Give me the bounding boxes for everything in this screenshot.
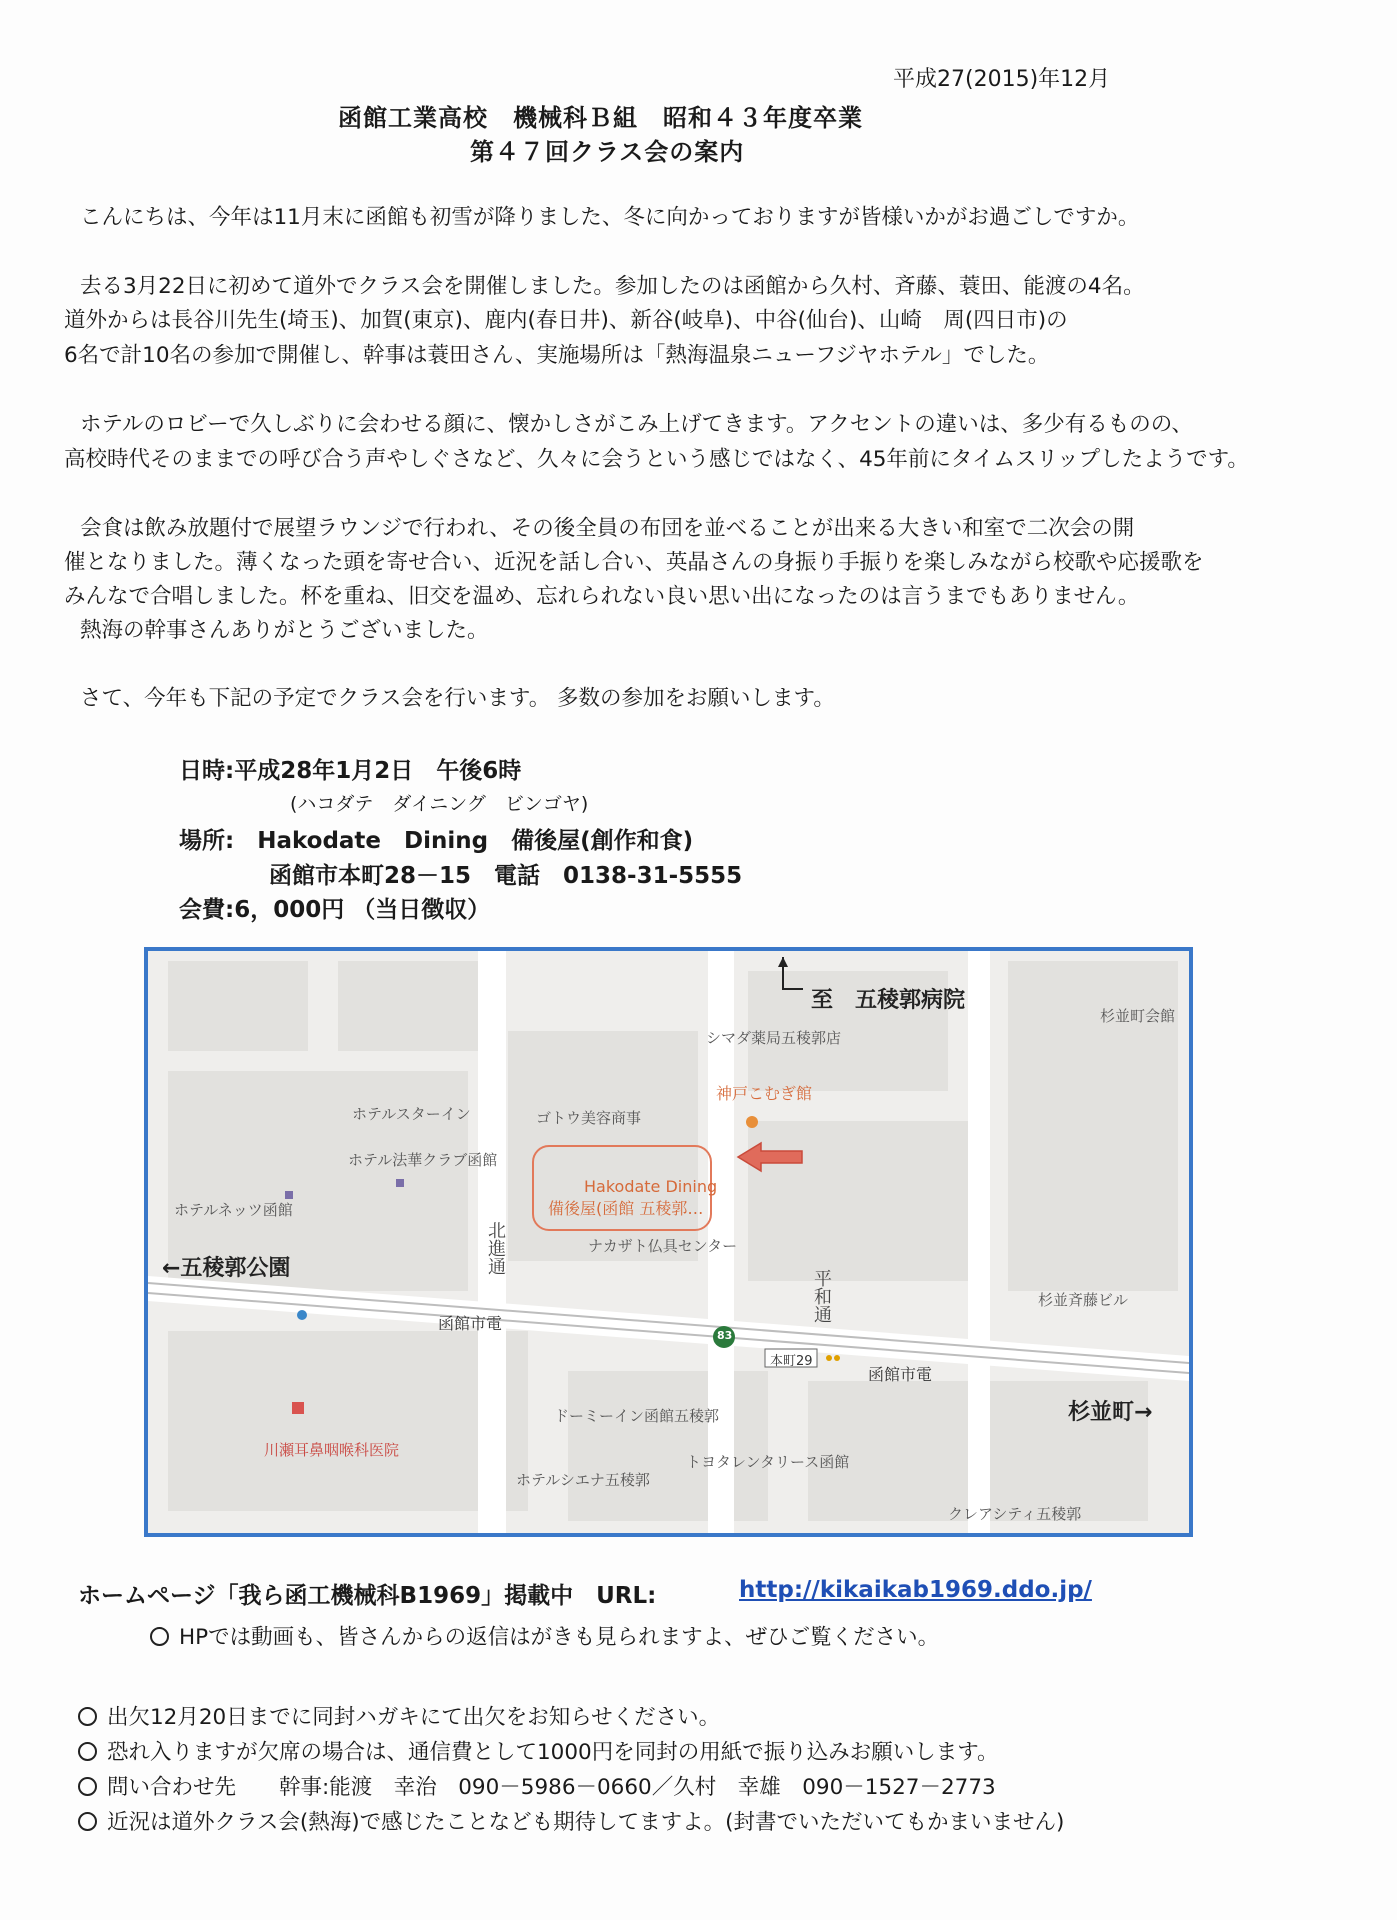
map-tram-label: 函館市電: [438, 1314, 503, 1333]
bullet-circle-icon: [78, 1742, 97, 1761]
letter-date: 平成27(2015)年12月: [893, 67, 1111, 92]
map-tram-stop: 本町29: [770, 1354, 813, 1369]
letter-title: 函館工業高校 機械科Ｂ組 昭和４３年度卒業: [338, 104, 863, 132]
homepage-label: ホームページ「我ら函工機械科B1969」掲載中 URL:: [78, 1583, 657, 1609]
paragraph-lobby-line: 高校時代そのままでの呼び合う声やしぐさなど、久々に会うという感じではなく、45年前にタイムスリップしたようです。: [64, 447, 1249, 472]
paragraph-announcement: さて、今年も下記の予定でクラス会を行います。 多数の参加をお願いします。: [80, 686, 835, 711]
map-tram-label: 函館市電: [868, 1365, 933, 1384]
bullet-circle-icon: [78, 1707, 97, 1726]
map-place-toyota: トヨタレンタリース函館: [686, 1453, 850, 1471]
venue-reading: (ハコダテ ダイニング ビンゴヤ): [290, 793, 589, 815]
event-address: 函館市本町28－15 電話 0138-31-5555: [269, 863, 743, 889]
bullet-circle-icon: [150, 1627, 169, 1646]
map-venue-name[interactable]: Hakodate Dining: [584, 1177, 718, 1196]
event-fee: 会費:6，000円 （当日徴収）: [179, 897, 491, 923]
venue-map[interactable]: [144, 947, 1193, 1537]
map-street-heiwa: 平和通: [811, 1269, 832, 1323]
map-label-east: 杉並町→: [1068, 1400, 1153, 1425]
map-place-kawase: 川瀬耳鼻咽喉科医院: [264, 1441, 400, 1459]
paragraph-lobby-line: ホテルのロビーで久しぶりに会わせる顔に、懐かしさがこみ上げてきます。アクセントの違いは、多少有るものの、: [80, 412, 1193, 437]
paragraph-report-line: 道外からは長谷川先生(埼玉)、加賀(東京)、鹿内(春日井)、新谷(岐阜)、中谷(仙台)、山崎 周(四日市)の: [64, 308, 1068, 333]
map-place-suginami-kaikan: 杉並町会館: [1100, 1007, 1176, 1025]
paragraph-dinner-line: みんなで合唱しました。杯を重ね、旧交を温め、忘れられない良い思い出になったのは言うまでもありません。: [64, 584, 1140, 609]
homepage-note-text: HPでは動画も、皆さんからの返信はがきも見られますよ、ぜひご覧ください。: [179, 1625, 940, 1650]
letter-subtitle: 第４７回クラス会の案内: [470, 138, 745, 166]
paragraph-report-line: 6名で計10名の参加で開催し、幹事は蓑田さん、実施場所は「熱海温泉ニューフジヤホテル」でした。: [64, 343, 1050, 368]
map-label-north: 至 五稜郭病院: [811, 988, 966, 1013]
map-place-hotel-star: ホテルスターイン: [352, 1105, 471, 1123]
note-item: [78, 1770, 996, 1801]
bullet-circle-icon: [78, 1812, 97, 1831]
note-item: [78, 1735, 999, 1766]
note-text: 恐れ入りますが欠席の場合は、通信費として1000円を同封の用紙で振り込みお願いします。: [107, 1740, 999, 1765]
homepage-note: [150, 1620, 939, 1651]
map-place-crea: クレアシティ五稜郭: [948, 1505, 1082, 1523]
note-item: [78, 1700, 720, 1731]
paragraph-dinner-line: 催となりました。薄くなった頭を寄せ合い、近況を話し合い、英晶さんの身振り手振りを楽しみながら校歌や応援歌を: [64, 550, 1204, 575]
note-text: 問い合わせ先 幹事:能渡 幸治 090－5986－0660／久村 幸雄 090－1527－2773: [107, 1775, 996, 1800]
event-venue: 場所: Hakodate Dining 備後屋(創作和食): [179, 828, 694, 854]
map-place-siena: ホテルシエナ五稜郭: [516, 1471, 650, 1489]
map-place-dormy: ドーミーイン函館五稜郭: [554, 1407, 720, 1425]
event-datetime: 日時:平成28年1月2日 午後6時: [179, 758, 522, 784]
note-text: 出欠12月20日までに同封ハガキにて出欠をお知らせください。: [107, 1705, 721, 1730]
map-route-number: 83: [717, 1329, 733, 1342]
map-place-hotel-hokke: ホテル法華クラブ函館: [348, 1151, 498, 1169]
map-place-kobe: 神戸こむぎ館: [716, 1084, 813, 1103]
bullet-circle-icon: [78, 1777, 97, 1796]
paragraph-report-line: 去る3月22日に初めて道外でクラス会を開催しました。参加したのは函館から久村、斉藤、蓑田、能渡の4名。: [80, 274, 1145, 299]
homepage-link[interactable]: http://kikaikab1969.ddo.jp/: [739, 1577, 1092, 1603]
map-place-nakagato: ナカザト仏具センター: [588, 1237, 738, 1255]
note-item: [78, 1805, 1064, 1836]
map-venue-name-jp[interactable]: 備後屋(函館 五稜郭…: [548, 1199, 704, 1218]
paragraph-greeting: こんにちは、今年は11月末に函館も初雪が降りました、冬に向かっておりますが皆様いかがお過ごしですか。: [80, 205, 1140, 230]
map-place-gotou: ゴトウ美容商事: [536, 1109, 642, 1127]
note-text: 近況は道外クラス会(熱海)で感じたことなども期待してますよ。(封書でいただいてもかまいません): [107, 1810, 1065, 1835]
map-place-suginami-saito: 杉並斉藤ビル: [1038, 1291, 1129, 1309]
map-place-hotel-nets: ホテルネッツ函館: [174, 1201, 293, 1219]
paragraph-dinner-line: 会食は飲み放題付で展望ラウンジで行われ、その後全員の布団を並べることが出来る大きい和室で二次会の開: [80, 516, 1135, 541]
map-street-hokushin: 北進通: [485, 1221, 506, 1275]
paragraph-dinner-line: 熱海の幹事さんありがとうございました。: [80, 618, 489, 643]
map-label-west: ←五稜郭公園: [162, 1256, 291, 1281]
map-place-shimada: シマダ薬局五稜郭店: [706, 1029, 842, 1047]
